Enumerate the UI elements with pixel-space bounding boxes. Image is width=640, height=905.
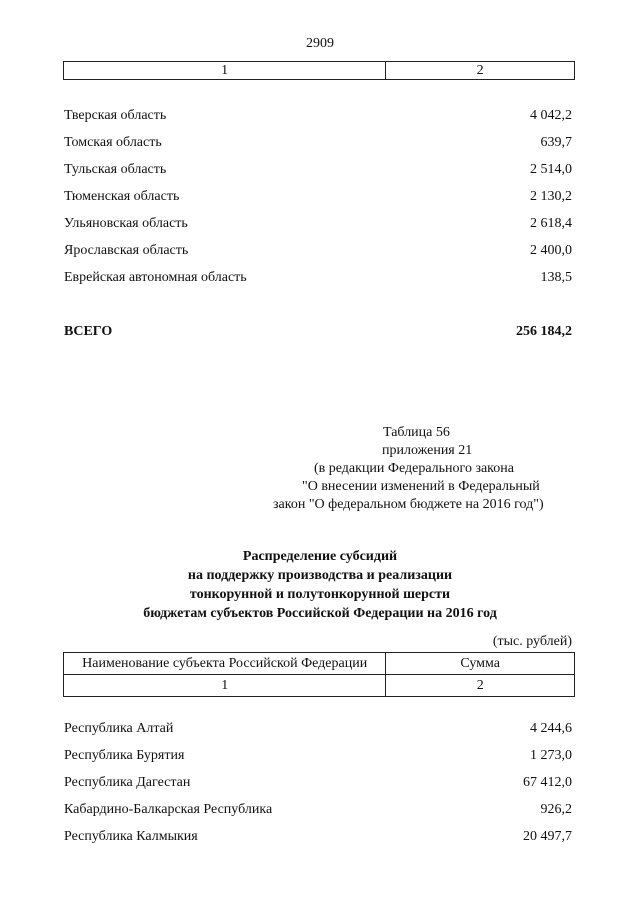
region-name: Томская область <box>64 135 162 150</box>
region-value: 67 412,0 <box>523 775 572 790</box>
list-item <box>64 829 572 847</box>
appendix-number: приложения 21 <box>382 443 473 458</box>
region-name: Кабардино-Балкарская Республика <box>64 802 273 817</box>
document-title <box>0 547 640 623</box>
edition-note-line-1: (в редакции Федерального закона <box>314 461 514 476</box>
edition-note-line-3: закон "О федеральном бюджете на 2016 год") <box>273 497 544 512</box>
region-name: Республика Алтай <box>64 721 174 736</box>
region-value: 2 514,0 <box>530 162 572 177</box>
region-value: 4 042,2 <box>530 108 572 123</box>
table-number: Таблица 56 <box>383 425 450 440</box>
column-number-1: 1 <box>64 62 386 80</box>
region-value: 926,2 <box>540 802 572 817</box>
column-number-1: 1 <box>64 675 386 697</box>
list-item <box>64 216 572 234</box>
list-item <box>64 748 572 766</box>
title-line: тонкорунной и полутонкорунной шерсти <box>189 587 451 602</box>
list-item <box>64 108 572 126</box>
list-item <box>64 243 572 261</box>
region-name: Республика Калмыкия <box>64 829 198 844</box>
list-item <box>64 775 572 793</box>
total-label: ВСЕГО <box>64 324 113 339</box>
column-header-name: Наименование субъекта Российской Федерации <box>64 653 386 675</box>
page-number: 2909 <box>306 36 334 51</box>
region-name: Республика Дагестан <box>64 775 191 790</box>
list-item <box>64 802 572 820</box>
region-name: Еврейская автономная область <box>64 270 247 285</box>
title-line: бюджетам субъектов Российской Федерации на 2016 год <box>143 606 497 621</box>
header-table <box>63 652 575 697</box>
title-line: Распределение субсидий <box>242 549 398 564</box>
region-value: 2 400,0 <box>530 243 572 258</box>
list-item <box>64 135 572 153</box>
region-value: 2 618,4 <box>530 216 572 231</box>
list-item <box>64 189 572 207</box>
region-name: Ярославская область <box>64 243 189 258</box>
column-number-2: 2 <box>386 675 575 697</box>
region-value: 20 497,7 <box>523 829 572 844</box>
list-item <box>64 162 572 180</box>
region-value: 1 273,0 <box>530 748 572 763</box>
region-name: Ульяновская область <box>64 216 188 231</box>
region-name: Республика Бурятия <box>64 748 185 763</box>
column-number-2: 2 <box>386 62 575 80</box>
region-value: 4 244,6 <box>530 721 572 736</box>
title-line: на поддержку производства и реализации <box>187 568 453 583</box>
region-value: 138,5 <box>540 270 572 285</box>
column-header-sum: Сумма <box>386 653 575 675</box>
region-value: 639,7 <box>540 135 572 150</box>
region-name: Тульская область <box>64 162 167 177</box>
units-label: (тыс. рублей) <box>492 634 572 649</box>
region-value: 2 130,2 <box>530 189 572 204</box>
list-item <box>64 270 572 288</box>
region-name: Тюменская область <box>64 189 180 204</box>
region-name: Тверская область <box>64 108 167 123</box>
list-item <box>64 721 572 739</box>
total-value: 256 184,2 <box>516 324 572 339</box>
column-number-table <box>63 61 575 80</box>
edition-note-line-2: "О внесении изменений в Федеральный <box>302 479 540 494</box>
